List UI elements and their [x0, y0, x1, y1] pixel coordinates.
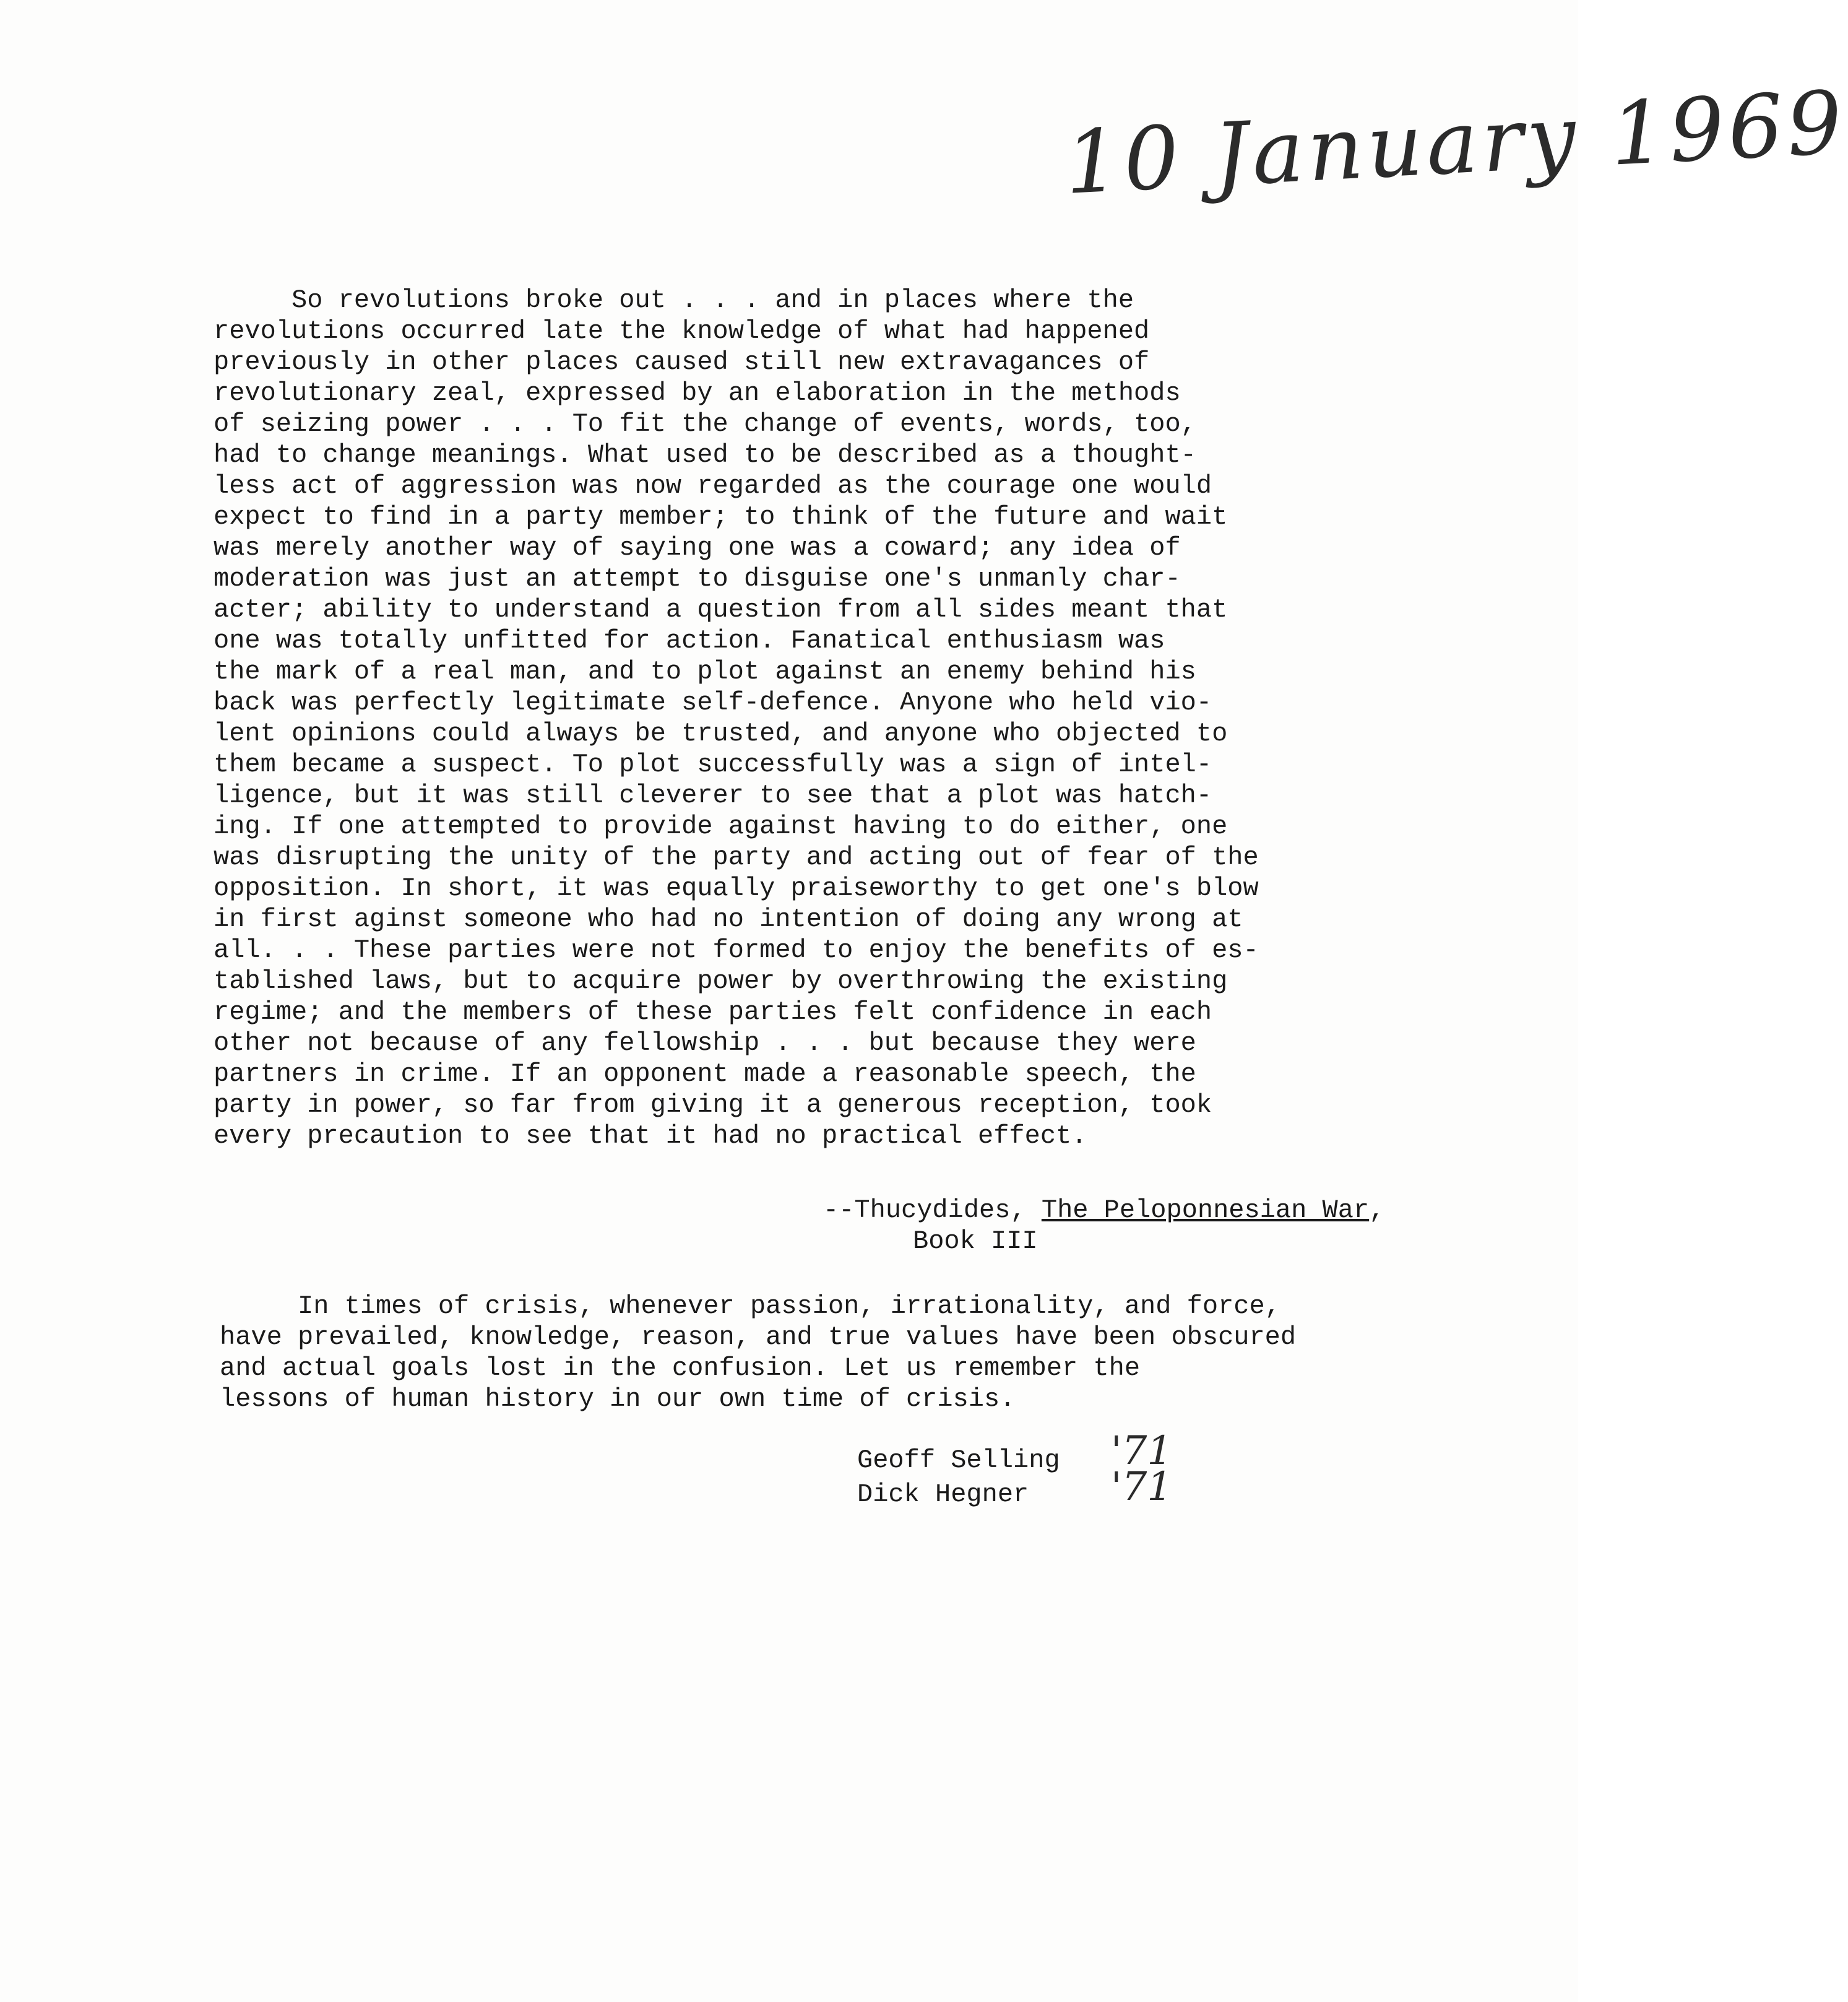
quote-line: one was totally unfitted for action. Fanatical enthusiasm was — [214, 626, 1165, 656]
closing-line: lessons of human history in our own time of crisis. — [220, 1384, 1016, 1414]
quote-line: previously in other places caused still new extravagances of — [214, 347, 1150, 377]
closing-line: and actual goals lost in the confusion. Let us remember the — [220, 1353, 1141, 1383]
quote-line: opposition. In short, it was equally praiseworthy to get one's blow — [214, 873, 1259, 903]
quote-line: expect to find in a party member; to think of the future and wait — [214, 502, 1228, 532]
quote-line: tablished laws, but to acquire power by overthrowing the existing — [214, 966, 1228, 996]
quote-line: revolutions occurred late the knowledge of what had happened — [214, 316, 1150, 346]
signature-year: '71 — [1111, 1464, 1173, 1510]
quote-line: of seizing power . . . To fit the change of events, words, too, — [214, 409, 1196, 439]
quote-line: in first aginst someone who had no intention of doing any wrong at — [214, 904, 1243, 934]
closing-line: have prevailed, knowledge, reason, and true values have been obscured — [220, 1322, 1297, 1352]
citation-prefix: --Thucydides, — [823, 1195, 1042, 1225]
quote-line: So revolutions broke out . . . and in places where the — [214, 285, 1134, 315]
quote-line: was disrupting the unity of the party and acting out of fear of the — [214, 843, 1259, 872]
quote-line: regime; and the members of these parties felt confidence in each — [214, 997, 1212, 1027]
quote-line: was merely another way of saying one was a coward; any idea of — [214, 533, 1181, 563]
quote-line: all. . . These parties were not formed to enjoy the benefits of es- — [214, 935, 1259, 965]
signature-name: Geoff Selling — [857, 1445, 1060, 1475]
quote-line: party in power, so far from giving it a generous reception, took — [214, 1090, 1212, 1120]
quote-line: them became a suspect. To plot successfully was a sign of intel- — [214, 750, 1212, 779]
signature-year: '71 — [1111, 1428, 1173, 1474]
citation-book: Book III — [913, 1226, 1038, 1256]
quote-line: less act of aggression was now regarded as the courage one would — [214, 471, 1212, 501]
quote-line: other not because of any fellowship . . . but because they were — [214, 1028, 1196, 1058]
citation-title: The Peloponnesian War — [1041, 1195, 1370, 1225]
quote-line: every precaution to see that it had no practical effect. — [214, 1121, 1087, 1151]
quote-line: lent opinions could always be trusted, and anyone who objected to — [214, 719, 1228, 748]
citation-line — [823, 1195, 1384, 1226]
quote-line: revolutionary zeal, expressed by an elaboration in the methods — [214, 378, 1181, 408]
signature-name: Dick Hegner — [857, 1480, 1029, 1509]
citation-suffix: , — [1369, 1195, 1385, 1225]
quote-line: moderation was just an attempt to disguise one's unmanly char- — [214, 564, 1181, 594]
quote-block — [214, 285, 1259, 1176]
closing-line: In times of crisis, whenever passion, irrationality, and force, — [220, 1291, 1280, 1321]
signature-block — [857, 1428, 1173, 1624]
quote-line: ing. If one attempted to provide against having to do either, one — [214, 812, 1228, 841]
quote-line: back was perfectly legitimate self-defence. Anyone who held vio- — [214, 688, 1212, 717]
quote-line: acter; ability to understand a question from all sides meant that — [214, 595, 1228, 625]
quote-line: ligence, but it was still cleverer to see that a plot was hatch- — [214, 781, 1212, 810]
quote-line: had to change meanings. What used to be described as a thought- — [214, 440, 1196, 470]
quote-line: partners in crime. If an opponent made a reasonable speech, the — [214, 1059, 1196, 1089]
handwritten-date: 10 January 1969 — [1062, 72, 1848, 214]
quote-line: the mark of a real man, and to plot against an enemy behind his — [214, 657, 1196, 687]
